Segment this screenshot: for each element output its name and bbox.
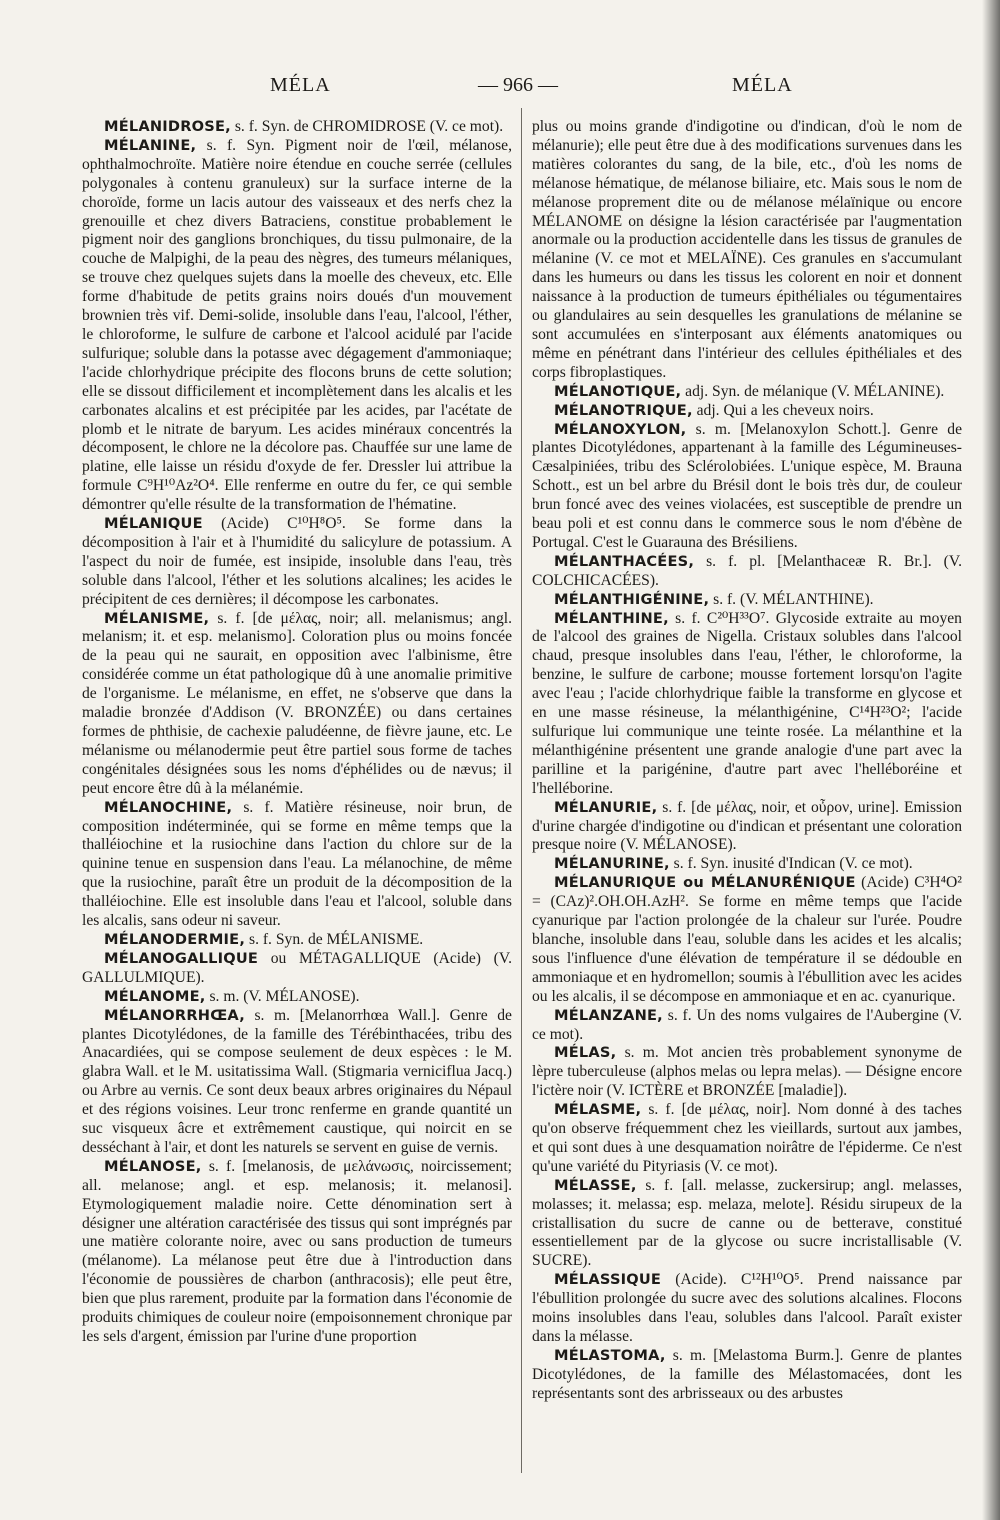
dictionary-entry [532, 799, 962, 856]
entry-definition: [Melanthaceæ R. Br.]. (V. COLCHICACÉES). [532, 552, 963, 589]
entry-definition: Mot ancien très probablement synonyme de lèpre tuberculeuse (alphos melas ou lepra melas). — Désigne encore l'ictère noir (V. ICTÈRE et BRONZÉE [maladie]). [532, 1044, 962, 1100]
entry-grammar: s. f. [206, 136, 237, 154]
dictionary-entry [532, 1101, 962, 1177]
entry-headword: MÉLANURIQUE ou MÉLANURÉNIQUE [554, 874, 856, 892]
entry-definition: C²⁰H³³O⁷. Glycoside extraite au moyen de l'alcool des graines de Nigella. Cristaux solubles dans l'alcool chaud, presque insolubles dans l'eau, l'éther, le chloroforme, la benzine, le sulfure de carbone; mousse fortement lorsqu'on l'agite avec l'eau ; l'acide chlorhydrique faible la transforme en glycose et en une masse résineuse, la mélanthigénine, C¹⁴H²³O²; l'acide sulfurique lui communique une teinte rosée. La mélanthine et la mélanthigénine présentent une grande analogie d'une part avec la parilline et la parigénine, d'autre part avec l'helléboréine et l'helléborine. [532, 609, 962, 797]
entry-definition: Matière résineuse, noir brun, de composition indéterminée, qui se forme en même temps que la thalléiochine et la rusiochine dans l'action du chlore sur de la quinine tenue en suspension dans l'eau. La mélanochine, de même que la rusiochine, paraît être un produit de la décomposition de la thalléiochine. Elle est insoluble dans l'eau et l'alcool, soluble dans les alcalis, sans odeur ni saveur. [82, 798, 512, 930]
entry-grammar: s. f. [662, 798, 687, 816]
dictionary-entry [82, 515, 512, 610]
entry-grammar: s. f. [673, 855, 697, 873]
entry-grammar: (Acide) [861, 874, 909, 892]
dictionary-entry [532, 402, 962, 421]
entry-grammar: ou [270, 949, 287, 967]
entry-definition: [Melastoma Burm.]. Genre de plantes Dicotylédones, de la famille des Mélastomacées, dont les représentants sont des arbrisseaux ou des arbustes [532, 1346, 962, 1402]
entry-grammar: s. m. [254, 1006, 291, 1024]
entry-definition: [all. melasse, zuckersirup; angl. melasses, molasses; it. melassa; esp. melaza, melote]. Résidu sirupeux de la cristallisation du sucre de canne ou de betterave, constitué essentiellement par de la glycose ou sucre incristallisable (V. SUCRE). [532, 1176, 962, 1270]
entry-grammar: (Acide). [675, 1271, 727, 1289]
right-column [532, 118, 962, 1404]
entry-headword: MÉLANTHACÉES, [554, 552, 695, 570]
entry-headword: MÉLANOSE, [104, 1157, 202, 1175]
entry-headword: MÉLANOGALLIQUE [104, 949, 259, 967]
entry-grammar: s. f. [645, 1176, 674, 1194]
entry-headword: MÉLANISME, [104, 609, 210, 627]
page-edge-shadow [982, 0, 1000, 1520]
entry-grammar: s. m. [695, 420, 731, 438]
right-column-entries [532, 383, 962, 1404]
entry-definition: Qui a les cheveux noirs. [723, 401, 874, 419]
entry-headword: MÉLANIQUE [104, 515, 203, 533]
entry-grammar: adj. [696, 401, 720, 419]
entry-grammar: s. m. [624, 1044, 659, 1062]
entry-grammar: s. f. [675, 609, 701, 627]
entry-headword: MÉLANOME, [104, 987, 206, 1005]
entry-grammar: (Acide) [221, 515, 269, 533]
entry-headword: MÉLANIDROSE, [104, 118, 231, 135]
dictionary-entry [82, 610, 512, 799]
dictionary-entry [532, 421, 962, 553]
entry-headword: MÉLASSIQUE [554, 1271, 662, 1289]
continued-entry-text: plus ou moins grande d'indigotine ou d'indican, d'où le nom de mélanurie); elle peut être due à des modifications survenues dans les matières colorantes du sang, de la bile, etc., d'où les noms de mélanose hématique, de mélanose biliaire, etc. Mais sous le nom de mélanose proprement dite ou de mélanose mélaïnique ou encore MÉLANOME on désigne la lésion caractérisée par l'augmentation anormale ou la production accidentelle dans les tissus de granules de mélanine (V. ce mot et MELAÏNE). Ces granules en s'accumulant dans les humeurs ou dans les tissus les colorent en noir et donnent naissance à la production de tumeurs épithéliales ou tégumentaires ou glandulaires au sein desquelles les granulations de mélanine se sont accumulées en s'interposant aux éléments anatomiques ou même en pénétrant dans l'intérieur des cellules épithéliales et des corps fibroplastiques. [532, 118, 962, 381]
entry-definition: [de μέλας, noir, et οὖρον, urine]. Emission d'urine chargée d'indigotine ou d'indican et présentant une coloration presque noire (V. MÉLANOSE). [532, 798, 963, 854]
dictionary-entry [532, 553, 962, 591]
entry-headword: MÉLANODERMIE, [104, 930, 246, 948]
dictionary-entry [532, 1177, 962, 1272]
entry-definition: C³H⁴O² = (CAz)².OH.OH.AzH². Se forme en même temps que l'acide cyanurique par l'action prolongée de la chaleur sur l'urée. Poudre blanche, insoluble dans l'eau, soluble dans les acides et les alcalis; sous l'influence d'une élévation de température il se dédouble en ammoniaque et en hydromellon; soumis à l'ébullition avec les acides ou les alcalis, il se décompose en ammoniaque et en ac. cyanurique. [532, 874, 962, 1005]
entry-headword: MÉLANZANE, [554, 1006, 663, 1024]
entry-grammar: s. m. [209, 987, 240, 1005]
entry-definition: [Melanorrhœa Wall.]. Genre de plantes Dicotylédones, de la famille des Térébinthacées, tribu des Anacardiées, qui se compose seulement de deux espèces : le M. glabra Wall. et le M. usitatissima Wall. (Stigmaria verniciflua Jacq.) ou Arbre au vernis. Ce sont deux beaux arbres originaires du Népaul et des régions voisines. Leur tronc renferme en grande quantité un suc visqueux âcre et extrêmement caustique, qui noircit en se desséchant à l'air, et dont les naturels se servent en guise de vernis. [82, 1006, 512, 1156]
entry-definition: Syn. de mélanique (V. MÉLANINE). [712, 382, 945, 400]
dictionary-entry [82, 931, 512, 950]
entry-headword: MÉLANOTRIQUE, [554, 401, 693, 419]
entry-grammar: s. f. [648, 1101, 675, 1119]
dictionary-entry [532, 1347, 962, 1404]
entry-headword: MÉLANOXYLON, [554, 420, 687, 438]
entry-definition: Syn. de CHROMIDROSE (V. ce mot). [261, 118, 504, 135]
entry-definition: Syn. inusité d'Indican (V. ce mot). [700, 855, 913, 873]
entry-grammar: s. f. [243, 798, 274, 816]
entry-headword: MÉLANTHINE, [554, 609, 669, 627]
entry-grammar: s. f. [217, 609, 245, 627]
dictionary-entry [82, 1007, 512, 1158]
running-header [60, 74, 960, 114]
dictionary-entry [532, 874, 962, 1006]
entry-definition: C¹⁰H⁸O⁵. Se forme dans la décomposition à l'air et à l'humidité du salicylure de potassium. A l'aspect du noir de fumée, est insipide, insoluble dans l'eau, très soluble dans l'alcool, l'éther et les solutions alcalines; les acides le précipitent de ces dernières; il décompose les carbonates. [82, 515, 512, 608]
entry-grammar: s. f. pl. [706, 552, 766, 570]
dictionary-entry [532, 855, 962, 874]
dictionary-entry [532, 610, 962, 799]
entry-headword: MÉLANURIE, [554, 798, 658, 816]
entry-headword: MÉLANORRHŒA, [104, 1006, 245, 1024]
entry-headword: MÉLANTHIGÉNINE, [554, 590, 710, 608]
page-number: — 966 — [478, 74, 558, 96]
entry-definition: [de μέλας, noir; all. melanismus; angl. melanism; it. et esp. melanismo]. Coloration plus ou moins foncée de la peau qui ne saurait, en opposition avec l'albinisme, être considérée comme un état pathologique dû à une anomalie primitive de l'organisme. Le mélanisme, en effet, ne s'observe que dans la maladie bronzée d'Addison (V. BRONZÉE) ou dans certaines formes de phthisie, de cachexie paludéenne, de fièvre jaune, etc. Le mélanisme ou mélanodermie peut être partiel sous forme de taches congénitales désignées sous les noms d'éphélides ou de nævus; il peut encore être dû à la mélanémie. [82, 609, 512, 797]
left-column [82, 118, 512, 1347]
header-left-guideword: MÉLA [270, 74, 331, 96]
entry-definition: Syn. Pigment noir de l'œil, mélanose, ophthalmochroïte. Matière noire étendue en couche serrée (cellules polygonales à contenu granuleux) sur la surface interne de la choroïde, forme un lacis autour des vaisseaux et des nerfs chez la grenouille et chez divers Batraciens, constitue probablement le pigment noir des ganglions bronchiques, du tissu pulmonaire, de la couche de Malpighi, de la peau des nègres, des tumeurs mélaniques, se trouve chez quelques sujets dans la moelle des cheveux, etc. Elle forme d'habitude de petits grains noirs doués d'un mouvement brownien très vif. Demi-solide, insoluble dans l'eau, l'alcool, l'éther, le chloroforme, le sulfure de carbone et l'alcool acidulé par l'acide sulfurique; soluble dans la potasse avec dégagement d'ammoniaque; l'acide chlorhydrique précipite des flocons bruns de cette solution; elle se dissout difficilement et incomplètement dans les alcalis et les carbonates alcalins et est précipitée par les acides, par l'acétate de plomb et le nitrate de baryum. Les acides minéraux concentrés la décomposent, le chlore ne la décolore pas. Chauffée sur une lame de platine, elle laisse un résidu d'oxyde de fer. Dressler lui attribue la formule C⁹H¹⁰Az²O⁴. Elle renferme en outre du fer, ce qui semble démontrer qu'elle résulte de la transformation de l'hématine. [82, 136, 512, 514]
entry-grammar: s. m. [672, 1346, 706, 1364]
entry-definition: (V. MÉLANOSE). [243, 987, 360, 1005]
dictionary-entry [532, 1044, 962, 1101]
entry-grammar: s. f. [234, 118, 258, 135]
dictionary-entry [82, 118, 512, 137]
dictionary-entry [532, 1007, 962, 1045]
dictionary-entry [82, 988, 512, 1007]
entry-headword: MÉLANINE, [104, 136, 197, 154]
dictionary-entry [82, 1158, 512, 1347]
entry-definition: [melanosis, de μελάνωσις, noircissement; all. melanose; angl. et esp. melanosis; it. melanosi]. Etymologiquement maladie noire. Cette dénomination sert à désigner une altération caractérisée des tissus qui sont imprégnés par une matière colorante noire, avec ou sans production de tumeurs (mélanome). La mélanose peut être due à l'introduction dans l'économie de poussières de charbon (anthracosis); elle peut être, bien que plus rarement, produite par la formation dans l'économie de produits chimiques de couleur noire (empoisonnement chronique par les sels d'argent, émission par l'urine d'une proportion [82, 1157, 513, 1345]
entry-definition: Syn. de MÉLANISME. [275, 930, 424, 948]
header-right-guideword: MÉLA [732, 74, 793, 96]
dictionary-entry [82, 137, 512, 515]
entry-definition: Un des noms vulgaires de l'Aubergine (V. ce mot). [532, 1006, 962, 1043]
entry-definition: [de μέλας, noir]. Nom donné à des taches qu'on observe fréquemment chez les vieillards, surtout aux jambes, et qui sont dues à une desquamation noirâtre de l'épiderme. Ce n'est qu'une variété du Pityriasis (V. ce mot). [532, 1101, 962, 1175]
entry-grammar: s. f. [208, 1157, 236, 1175]
dictionary-entry [82, 799, 512, 931]
column-divider [521, 108, 522, 1473]
entry-definition: [Melanoxylon Schott.]. Genre de plantes Dicotylédones, appartenant à la famille des Légumineuses-Cæsalpiniées, tribu des Sclérolobiées. L'unique espèce, M. Brauna Schott., est un bel arbre du Brésil dont le bois très dur, de couleur brun foncé avec des veines violacées, est susceptible de prendre un beau poli et est connu dans le commerce sous le nom d'ébène de Portugal. C'est le Guarauna des Brésiliens. [532, 420, 962, 551]
entry-headword: MÉLANURINE, [554, 855, 670, 873]
entry-grammar: s. f. [249, 930, 272, 948]
entry-headword: MÉLAS, [554, 1044, 617, 1062]
entry-headword: MÉLASME, [554, 1101, 642, 1119]
entry-headword: MÉLASSE, [554, 1176, 637, 1194]
entry-definition: (V. MÉLANTHINE). [740, 590, 874, 608]
dictionary-entry [532, 1271, 962, 1347]
entry-definition: MÉTAGALLIQUE (Acide) (V. GALLULMIQUE). [82, 949, 513, 986]
entry-grammar: adj. [685, 382, 709, 400]
entry-grammar: s. f. [667, 1006, 692, 1024]
entry-headword: MÉLANOTIQUE, [554, 382, 682, 400]
entry-headword: MÉLASTOMA, [554, 1346, 666, 1364]
entry-headword: MÉLANOCHINE, [104, 798, 233, 816]
dictionary-entry [82, 950, 512, 988]
entry-definition: C¹²H¹⁰O⁵. Prend naissance par l'ébullition prolongée du sucre avec des solutions alcalines. Flocons moins insolubles dans l'eau, solubles dans l'alcool. Paraît exister dans la mélasse. [532, 1271, 962, 1345]
dictionary-entry [532, 383, 962, 402]
entry-grammar: s. f. [713, 590, 737, 608]
dictionary-entry [532, 591, 962, 610]
